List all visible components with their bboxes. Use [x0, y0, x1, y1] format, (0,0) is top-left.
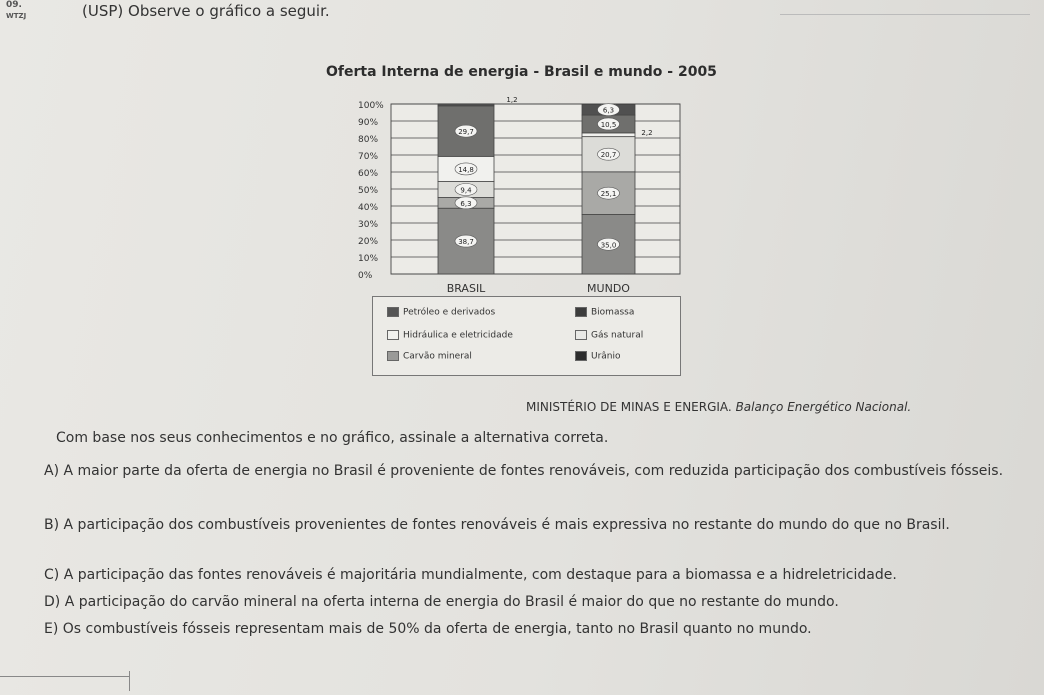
data-label: 38,7	[458, 238, 474, 247]
source-title: Balanço Energético Nacional.	[735, 400, 912, 414]
option-text: A participação do carvão mineral na oferta interna de energia do Brasil é maior do que no restante do mundo.	[64, 594, 839, 610]
data-label: 20,7	[600, 151, 617, 160]
legend-item	[387, 351, 472, 362]
legend-swatch	[387, 330, 399, 340]
y-tick-label: 0%	[358, 271, 373, 281]
divider	[129, 671, 130, 691]
data-label: 25,1	[600, 190, 617, 199]
category-labels	[447, 282, 631, 295]
legend-item	[575, 307, 634, 318]
option-letter: A)	[44, 463, 60, 479]
option-text: A participação das fontes renováveis é majoritária mundialmente, com destaque para a biomassa e a hidreletricidade.	[63, 567, 897, 583]
question-number: 09.	[6, 0, 22, 10]
legend-item	[575, 330, 643, 341]
option-a[interactable]	[44, 460, 1034, 482]
y-tick-label: 100%	[358, 101, 384, 111]
question-code: WTZJ	[6, 12, 27, 20]
y-tick-label: 30%	[358, 220, 379, 230]
bar-segment	[438, 104, 494, 106]
data-label: 6,3	[460, 199, 472, 208]
option-c[interactable]	[44, 564, 1034, 586]
category-label: BRASIL	[446, 282, 486, 295]
y-tick-label: 90%	[358, 118, 379, 128]
data-label: 1,2	[506, 95, 518, 104]
option-letter: C)	[44, 567, 60, 583]
legend-swatch	[387, 351, 399, 361]
data-label: 35,0	[600, 241, 617, 250]
legend-item	[387, 330, 513, 341]
data-label: 29,7	[458, 128, 474, 137]
y-tick-label: 20%	[358, 237, 379, 247]
legend-swatch	[575, 307, 587, 317]
y-tick-label: 10%	[358, 254, 379, 264]
data-label: 2,2	[641, 128, 653, 137]
source-org: MINISTÉRIO DE MINAS E ENERGIA.	[526, 400, 732, 414]
legend-item	[575, 351, 621, 362]
question-intro: (USP) Observe o gráfico a seguir.	[82, 2, 330, 20]
legend-item	[387, 307, 495, 318]
y-tick-label: 40%	[358, 203, 379, 213]
option-text: Os combustíveis fósseis representam mais de 50% da oferta de energia, tanto no Brasil quanto no mundo.	[62, 621, 812, 637]
y-tick-label: 80%	[358, 135, 379, 145]
category-label: MUNDO	[587, 282, 630, 295]
legend-label: Petróleo e derivados	[403, 307, 496, 318]
legend-swatch	[575, 351, 587, 361]
option-letter: E)	[44, 621, 59, 637]
legend-label: Carvão mineral	[403, 351, 472, 362]
option-e[interactable]	[44, 618, 1034, 640]
data-label: 9,4	[460, 186, 472, 195]
option-d[interactable]	[44, 591, 1034, 613]
legend-swatch	[575, 330, 587, 340]
question-prompt: Com base nos seus conhecimentos e no gráfico, assinale a alternativa correta.	[56, 430, 609, 446]
y-axis-ticks	[358, 101, 384, 281]
data-label: 6,3	[602, 106, 615, 115]
legend-label: Gás natural	[591, 330, 644, 341]
data-label: 14,8	[458, 165, 474, 174]
bar-segment	[582, 133, 635, 137]
y-tick-label: 50%	[358, 186, 379, 196]
chart-grid	[391, 104, 680, 274]
divider	[0, 676, 130, 677]
y-tick-label: 70%	[358, 152, 379, 162]
legend-swatch	[387, 307, 399, 317]
y-tick-label: 60%	[358, 169, 379, 179]
option-b[interactable]	[44, 514, 1034, 536]
option-text: A participação dos combustíveis provenientes de fontes renováveis é mais expressiva no restante do mundo do que no Brasil.	[63, 517, 950, 533]
option-letter: D)	[44, 594, 61, 610]
legend-label: Biomassa	[591, 307, 635, 318]
chart-title: Oferta Interna de energia - Brasil e mundo - 2005	[326, 64, 717, 80]
option-text: A maior parte da oferta de energia no Brasil é proveniente de fontes renováveis, com reduzida participação dos combustíveis fósseis.	[63, 463, 1004, 479]
legend-label: Urânio	[591, 351, 621, 362]
chart-source	[526, 400, 911, 414]
option-letter: B)	[44, 517, 60, 533]
legend-label: Hidráulica e eletricidade	[403, 330, 513, 341]
data-label: 10,5	[600, 120, 617, 129]
chart-legend	[372, 296, 681, 376]
